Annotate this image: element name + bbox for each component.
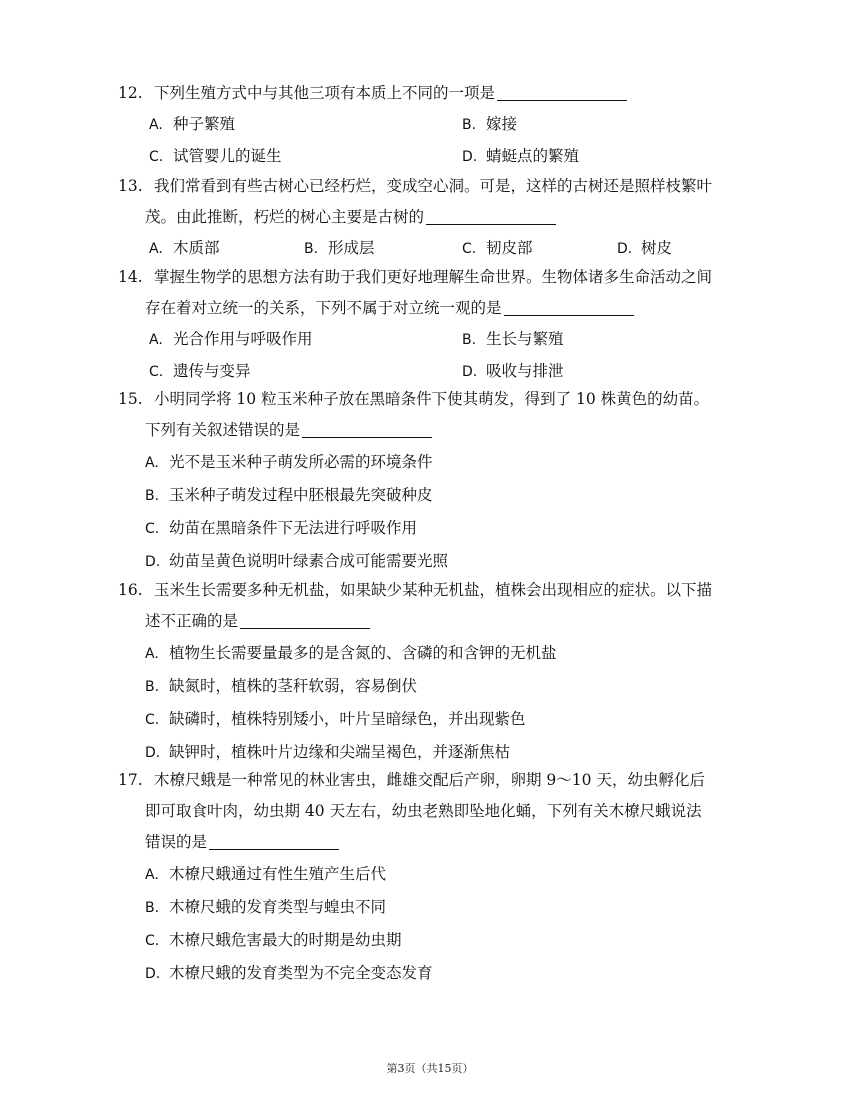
option-b[interactable]: B. 形成层 (304, 239, 375, 257)
question-stem: 13. 我们常看到有些古树心已经朽烂，变成空心洞。可是，这样的古树还是照样枝繁叶 (118, 171, 766, 202)
question-stem: 16. 玉米生长需要多种无机盐，如果缺少某种无机盐，植株会出现相应的症状。以下描 (118, 575, 766, 606)
question-stem-continued: 错误的是 (118, 827, 766, 858)
option-b[interactable]: B. 嫁接 (462, 115, 518, 133)
page-footer: 第3页（共15页） (386, 1062, 474, 1075)
option-d[interactable]: D. 吸收与排泄 (462, 362, 564, 380)
question-number: 14. (118, 268, 143, 286)
question-stem-continued: 即可取食叶肉，幼虫期 40 天左右，幼虫老熟即坠地化蛹，下列有关木橑尺蛾说法 (145, 802, 702, 820)
question-stem: 15. 小明同学将 10 粒玉米种子放在黑暗条件下使其萌发，得到了 10 株黄色的幼苗。 (118, 384, 766, 415)
option-c[interactable]: C. 试管婴儿的诞生 (149, 147, 282, 165)
options-row (118, 141, 766, 173)
answer-blank[interactable] (240, 610, 370, 629)
options-row (118, 109, 766, 141)
option-a[interactable]: A. 种子繁殖 (149, 115, 236, 133)
option-d[interactable]: D. 树皮 (617, 239, 673, 257)
options-row (118, 233, 766, 264)
option-c[interactable]: C. 木橑尺蛾危害最大的时期是幼虫期 (145, 931, 402, 949)
option-b[interactable]: B. 生长与繁殖 (462, 330, 564, 348)
option-d[interactable]: D. 蜻蜓点的繁殖 (462, 147, 580, 165)
question-number: 16. (118, 581, 143, 599)
option-d[interactable]: D. 幼苗呈黄色说明叶绿素合成可能需要光照 (145, 552, 449, 570)
question-number: 12. (118, 84, 143, 102)
question-stem-continued: 存在着对立统一的关系，下列不属于对立统一观的是 (118, 293, 766, 324)
option-b[interactable]: B. 缺氮时，植株的茎秆软弱，容易倒伏 (145, 677, 418, 695)
answer-blank[interactable] (504, 297, 634, 316)
option-b[interactable]: B. 木橑尺蛾的发育类型与蝗虫不同 (145, 898, 387, 916)
option-d[interactable]: D. 木橑尺蛾的发育类型为不完全变态发育 (145, 964, 433, 982)
option-a[interactable]: A. 植物生长需要量最多的是含氮的、含磷的和含钾的无机盐 (145, 644, 557, 662)
question-stem-continued: 茂。由此推断，朽烂的树心主要是古树的 (118, 202, 766, 233)
option-c[interactable]: C. 缺磷时，植株特别矮小，叶片呈暗绿色，并出现紫色 (145, 710, 526, 728)
option-a[interactable]: A. 光合作用与呼吸作用 (149, 330, 313, 348)
question-14 (118, 262, 766, 388)
question-stem-continued: 下列有关叙述错误的是 (118, 415, 766, 446)
answer-blank[interactable] (209, 831, 339, 850)
answer-blank[interactable] (426, 206, 556, 225)
question-12 (118, 78, 766, 173)
answer-blank[interactable] (497, 82, 627, 101)
option-a[interactable]: A. 木橑尺蛾通过有性生殖产生后代 (145, 865, 387, 883)
options-row (118, 324, 766, 356)
answer-blank[interactable] (302, 419, 432, 438)
option-d[interactable]: D. 缺钾时，植株叶片边缘和尖端呈褐色，并逐渐焦枯 (145, 743, 511, 761)
question-stem: 12. 下列生殖方式中与其他三项有本质上不同的一项是 (118, 78, 766, 109)
question-13 (118, 171, 766, 264)
option-c[interactable]: C. 韧皮部 (462, 239, 533, 257)
question-number: 13. (118, 177, 143, 195)
question-stem-continued: 述不正确的是 (118, 606, 766, 637)
question-17 (118, 765, 766, 990)
question-16 (118, 575, 766, 769)
option-c[interactable]: C. 幼苗在黑暗条件下无法进行呼吸作用 (145, 519, 418, 537)
option-b[interactable]: B. 玉米种子萌发过程中胚根最先突破种皮 (145, 486, 433, 504)
option-a[interactable]: A. 光不是玉米种子萌发所必需的环境条件 (145, 453, 433, 471)
question-stem: 17. 木橑尺蛾是一种常见的林业害虫，雌雄交配后产卵，卵期 9～10 天，幼虫孵化后 (118, 765, 766, 796)
question-number: 15. (118, 390, 143, 408)
question-15 (118, 384, 766, 578)
option-c[interactable]: C. 遗传与变异 (149, 362, 251, 380)
question-number: 17. (118, 771, 143, 789)
option-a[interactable]: A. 木质部 (149, 239, 220, 257)
question-stem: 14. 掌握生物学的思想方法有助于我们更好地理解生命世界。生物体诸多生命活动之间 (118, 262, 766, 293)
